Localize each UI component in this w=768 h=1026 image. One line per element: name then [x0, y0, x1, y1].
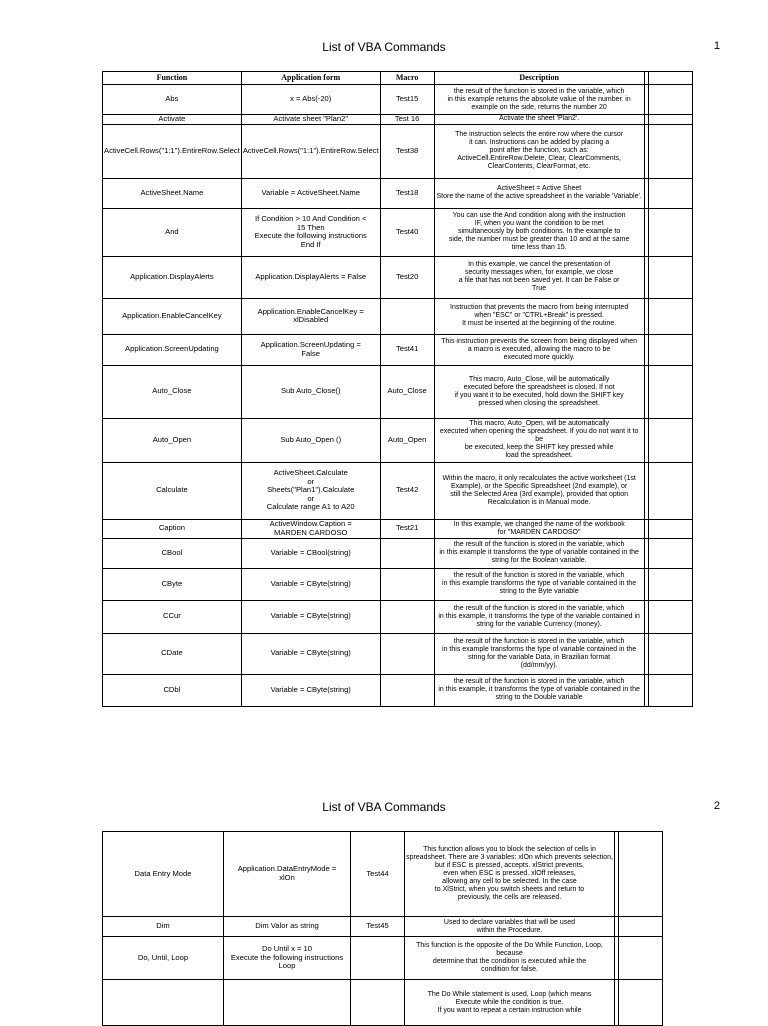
macro-cell: Test42 — [380, 462, 434, 519]
table-row — [103, 85, 693, 115]
description-cell: the result of the function is stored in the variable, which in this example, it transforms the type of the variable contained in string for the variable Currency (money). — [434, 600, 644, 633]
function-cell: CCur — [103, 600, 242, 633]
description-cell: The Do While statement is used, Loop (which means Execute while the condition is true. If you want to repeat a certain instruction while — [405, 980, 615, 1026]
application-form-cell: ActiveCell.Rows("1:1").EntireRow.Select — [241, 124, 380, 178]
page-2 — [0, 780, 768, 1024]
macro-cell: Auto_Close — [380, 365, 434, 418]
function-cell: CByte — [103, 568, 242, 600]
page-title: List of VBA Commands — [322, 40, 446, 54]
table-body — [103, 832, 663, 1026]
description-cell: Used to declare variables that will be used within the Procedure. — [405, 917, 615, 937]
function-cell: Application.EnableCancelKey — [103, 298, 242, 334]
blank-cell — [648, 256, 692, 298]
table-row — [103, 462, 693, 519]
application-form-cell: Variable = CByte(string) — [241, 600, 380, 633]
table-row — [103, 365, 693, 418]
macro-cell — [380, 568, 434, 600]
function-cell: Activate — [103, 115, 242, 125]
table-row — [103, 124, 693, 178]
macro-cell: Test44 — [351, 832, 405, 917]
header-macro: Macro — [380, 72, 434, 85]
blank-cell — [648, 72, 692, 85]
macro-cell — [380, 633, 434, 674]
table-row — [103, 115, 693, 125]
description-cell: This function is the opposite of the Do While Function, Loop, because determine that the condition is executed while the condition for false. — [405, 937, 615, 980]
table-row — [103, 178, 693, 208]
description-cell: the result of the function is stored in the variable, which in this example transforms the type of variable contained in the string to the Byte variable — [434, 568, 644, 600]
macro-cell — [351, 980, 405, 1026]
application-form-cell: Do Until x = 10 Execute the following instructions Loop — [224, 937, 351, 980]
description-cell: This macro, Auto_Close, will be automatically executed before the spreadsheet is closed. If not if you want it to be executed, hold down the SHIFT key pressed when closing the spreadsheet. — [434, 365, 644, 418]
application-form-cell: Application.DataEntryMode = xlOn — [224, 832, 351, 917]
description-cell: In this example, we changed the name of the workbook for "MARDEN CARDOSO" — [434, 519, 644, 538]
header-application-form: Application form — [241, 72, 380, 85]
blank-cell — [648, 600, 692, 633]
macro-cell — [380, 600, 434, 633]
commands-table — [102, 831, 663, 1026]
description-cell: the result of the function is stored in the variable, which in this example returns the absolute value of the number. in example on the side, returns the number 20 — [434, 85, 644, 115]
blank-cell — [648, 124, 692, 178]
description-cell: the result of the function is stored in the variable, which in this example, it transforms the type of variable contained in the string to the Double variable — [434, 674, 644, 706]
blank-cell — [648, 538, 692, 568]
description-cell: This function allows you to block the selection of cells in spreadsheet. There are 3 variables: xlOn which prevents selection, but if ESC is pressed, accepts. xlStrict prevents, even when ESC is pressed. xlOff releases, allowing any cell to be selected. In the case to XlStrict, when you switch sheets and return to previously, the cells are released. — [405, 832, 615, 917]
application-form-cell: ActiveSheet.Calculate or Sheets("Plan1").Calculate or Calculate range A1 to A20 — [241, 462, 380, 519]
function-cell: Dim — [103, 917, 224, 937]
blank-cell — [619, 937, 663, 980]
page-number: 1 — [713, 40, 720, 52]
page-title: List of VBA Commands — [322, 800, 446, 814]
table-row — [103, 418, 693, 462]
function-cell: Data Entry Mode — [103, 832, 224, 917]
table-row — [103, 334, 693, 365]
application-form-cell: Variable = CByte(string) — [241, 568, 380, 600]
application-form-cell — [224, 980, 351, 1026]
macro-cell — [380, 298, 434, 334]
function-cell: ActiveCell.Rows("1:1").EntireRow.Select — [103, 124, 242, 178]
page-number: 2 — [713, 800, 720, 812]
function-cell: Calculate — [103, 462, 242, 519]
function-cell: Auto_Open — [103, 418, 242, 462]
macro-cell: Test15 — [380, 85, 434, 115]
description-cell: Instruction that prevents the macro from being interrupted when "ESC" or "CTRL+Break" is pressed. It must be inserted at the beginning of the routine. — [434, 298, 644, 334]
macro-cell: Test45 — [351, 917, 405, 937]
table-row — [103, 298, 693, 334]
function-cell: CDate — [103, 633, 242, 674]
description-cell: Activate the sheet 'Plan2'. — [434, 115, 644, 125]
blank-cell — [648, 568, 692, 600]
table-row — [103, 208, 693, 256]
blank-cell — [619, 980, 663, 1026]
blank-cell — [648, 519, 692, 538]
table-row — [103, 674, 693, 706]
header-function: Function — [103, 72, 242, 85]
table-row — [103, 937, 663, 980]
macro-cell — [351, 937, 405, 980]
blank-cell — [619, 832, 663, 917]
blank-cell — [648, 298, 692, 334]
function-cell: CBool — [103, 538, 242, 568]
function-cell: Application.ScreenUpdating — [103, 334, 242, 365]
table-header-row — [103, 72, 693, 85]
application-form-cell: Sub Auto_Open () — [241, 418, 380, 462]
blank-cell — [648, 674, 692, 706]
table-row — [103, 980, 663, 1026]
macro-cell: Test18 — [380, 178, 434, 208]
application-form-cell: x = Abs(-20) — [241, 85, 380, 115]
function-cell: Auto_Close — [103, 365, 242, 418]
macro-cell — [380, 538, 434, 568]
function-cell: Application.DisplayAlerts — [103, 256, 242, 298]
macro-cell: Test21 — [380, 519, 434, 538]
table-row — [103, 519, 693, 538]
table-row — [103, 917, 663, 937]
description-cell: the result of the function is stored in the variable, which in this example transforms the type of variable contained in the string for the variable Data, in Brazilian format (dd/mm/yy). — [434, 633, 644, 674]
blank-cell — [648, 208, 692, 256]
description-cell: In this example, we cancel the presentation of security messages when, for example, we close a file that has not been saved yet. It can be False or True — [434, 256, 644, 298]
application-form-cell: Variable = ActiveSheet.Name — [241, 178, 380, 208]
blank-cell — [648, 334, 692, 365]
application-form-cell: Variable = CByte(string) — [241, 633, 380, 674]
table-row — [103, 600, 693, 633]
table-row — [103, 538, 693, 568]
application-form-cell: Activate sheet "Plan2" — [241, 115, 380, 125]
macro-cell: Auto_Open — [380, 418, 434, 462]
table-body — [103, 85, 693, 707]
application-form-cell: ActiveWindow.Caption = MARDEN CARDOSO — [241, 519, 380, 538]
application-form-cell: Application.DisplayAlerts = False — [241, 256, 380, 298]
function-cell: ActiveSheet.Name — [103, 178, 242, 208]
application-form-cell: Variable = CByte(string) — [241, 674, 380, 706]
table-row — [103, 832, 663, 917]
macro-cell: Test41 — [380, 334, 434, 365]
application-form-cell: Variable = CBool(string) — [241, 538, 380, 568]
description-cell: the result of the function is stored in the variable, which in this example it transforms the type of variable contained in the string for the Boolean variable. — [434, 538, 644, 568]
description-cell: ActiveSheet = Active Sheet Store the name of the active spreadsheet in the variable 'Variable'. — [434, 178, 644, 208]
description-cell: This macro, Auto_Open, will be automatically executed when opening the spreadsheet. If you do not want it to be be executed, keep the SHIFT key pressed while load the spreadsheet. — [434, 418, 644, 462]
application-form-cell: Sub Auto_Close() — [241, 365, 380, 418]
macro-cell: Test38 — [380, 124, 434, 178]
blank-cell — [648, 85, 692, 115]
function-cell: And — [103, 208, 242, 256]
blank-cell — [648, 365, 692, 418]
function-cell: CDbl — [103, 674, 242, 706]
application-form-cell: Application.EnableCancelKey = xlDisabled — [241, 298, 380, 334]
commands-table — [102, 71, 693, 707]
blank-cell — [648, 633, 692, 674]
description-cell: Within the macro, it only recalculates the active worksheet (1st Example), or the Specific Spreadsheet (2nd example), or still the Selected Area (3rd example), provided that option Recalculation is in Manual mode. — [434, 462, 644, 519]
table-row — [103, 256, 693, 298]
blank-cell — [619, 917, 663, 937]
macro-cell: Test40 — [380, 208, 434, 256]
description-cell: You can use the And condition along with the instruction IF, when you want the condition to be met simultaneously by both conditions. In the example to side, the number must be greater than 10 and at the same time less than 15. — [434, 208, 644, 256]
description-cell: The instruction selects the entire row where the cursor it can. Instructions can be added by placing a point after the function, such as: ActiveCell.EntireRow.Delete, Clear, ClearComments, ClearContents, ClearFormat, etc. — [434, 124, 644, 178]
description-cell: This instruction prevents the screen from being displayed when a macro is executed, allowing the macro to be executed more quickly. — [434, 334, 644, 365]
macro-cell: Test20 — [380, 256, 434, 298]
blank-cell — [648, 178, 692, 208]
macro-cell: Test 16 — [380, 115, 434, 125]
application-form-cell: Application.ScreenUpdating = False — [241, 334, 380, 365]
function-cell: Abs — [103, 85, 242, 115]
macro-cell — [380, 674, 434, 706]
header-description: Description — [434, 72, 644, 85]
function-cell: Do, Until, Loop — [103, 937, 224, 980]
table-row — [103, 568, 693, 600]
application-form-cell: Dim Valor as string — [224, 917, 351, 937]
blank-cell — [648, 418, 692, 462]
blank-cell — [648, 462, 692, 519]
table-row — [103, 633, 693, 674]
application-form-cell: If Condition > 10 And Condition < 15 Then Execute the following instructions End If — [241, 208, 380, 256]
function-cell — [103, 980, 224, 1026]
blank-cell — [648, 115, 692, 125]
function-cell: Caption — [103, 519, 242, 538]
